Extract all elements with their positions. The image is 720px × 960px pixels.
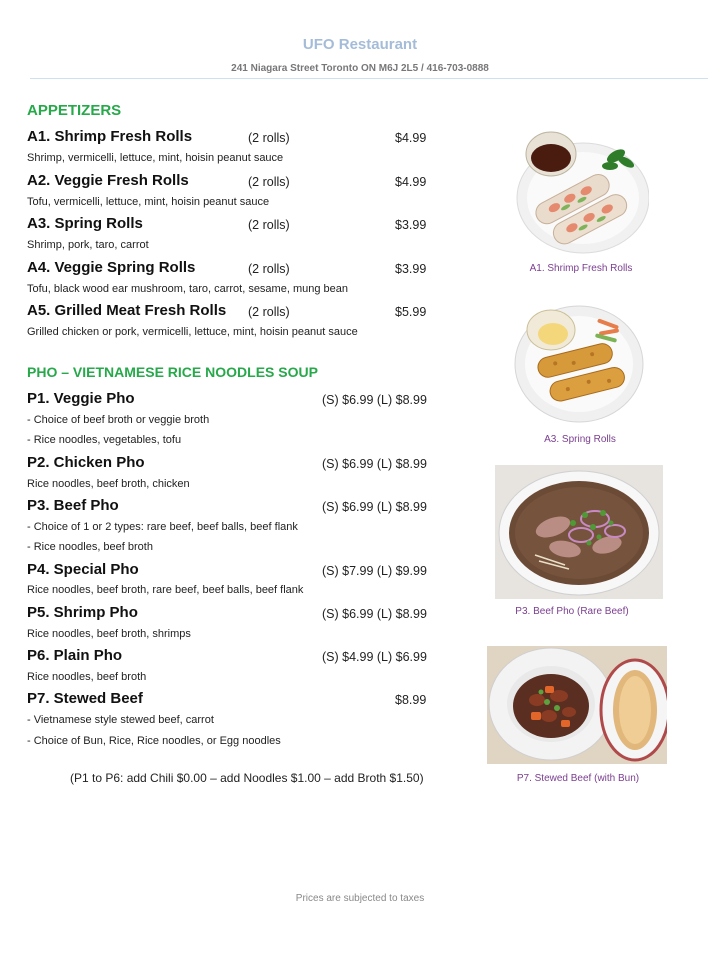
- menu-item-description: Rice noodles, beef broth: [27, 671, 147, 683]
- menu-item-name: P7. Stewed Beef: [27, 690, 143, 707]
- menu-item-description: Rice noodles, beef broth, chicken: [27, 478, 190, 490]
- stewed-beef-photo: [487, 646, 667, 764]
- menu-item-description: - Rice noodles, vegetables, tofu: [27, 434, 182, 446]
- tax-notice: Prices are subjected to taxes: [295, 893, 425, 904]
- beef-pho-photo: [495, 465, 663, 599]
- menu-item-name: P6. Plain Pho: [27, 647, 123, 664]
- menu-item-price: $4.99: [395, 131, 427, 145]
- spring-rolls-photo: [513, 298, 645, 426]
- menu-item-description: Shrimp, pork, taro, carrot: [27, 239, 149, 251]
- menu-item-description: - Vietnamese style stewed beef, carrot: [27, 714, 214, 726]
- menu-item-price: $5.99: [395, 305, 427, 319]
- menu-item-name: A1. Shrimp Fresh Rolls: [27, 128, 193, 145]
- menu-item-description: Rice noodles, beef broth, rare beef, beef balls, beef flank: [27, 584, 304, 596]
- appetizers-heading: APPETIZERS: [27, 102, 122, 119]
- shrimp-fresh-rolls-photo: [513, 126, 649, 256]
- menu-item-price: $3.99: [395, 218, 427, 232]
- menu-item-qty: (2 rolls): [248, 131, 290, 145]
- menu-item-price: $8.99: [395, 693, 427, 707]
- pho-addons-note: (P1 to P6: add Chili $0.00 – add Noodles $1.00 – add Broth $1.50): [70, 771, 424, 785]
- menu-item-price: $4.99: [395, 175, 427, 189]
- menu-item-qty: (2 rolls): [248, 305, 290, 319]
- menu-item-name: P1. Veggie Pho: [27, 390, 135, 407]
- menu-item-description: Tofu, vermicelli, lettuce, mint, hoisin peanut sauce: [27, 196, 270, 208]
- photo-caption: A3. Spring Rolls: [544, 434, 616, 445]
- menu-item-price: (S) $6.99 (L) $8.99: [322, 607, 427, 621]
- photo-caption: A1. Shrimp Fresh Rolls: [529, 263, 633, 274]
- menu-item-name: P4. Special Pho: [27, 561, 139, 578]
- header-divider: [30, 78, 708, 79]
- menu-item-qty: (2 rolls): [248, 175, 290, 189]
- photo-caption: P3. Beef Pho (Rare Beef): [515, 606, 629, 617]
- menu-item-qty: (2 rolls): [248, 218, 290, 232]
- menu-item-description: - Rice noodles, beef broth: [27, 541, 153, 553]
- menu-item-name: P3. Beef Pho: [27, 497, 119, 514]
- restaurant-address: 241 Niagara Street Toronto ON M6J 2L5 / 416-703-0888: [231, 63, 489, 74]
- menu-item-name: P5. Shrimp Pho: [27, 604, 138, 621]
- menu-item-name: A4. Veggie Spring Rolls: [27, 259, 196, 276]
- menu-item-description: Shrimp, vermicelli, lettuce, mint, hoisin peanut sauce: [27, 152, 284, 164]
- photo-caption: P7. Stewed Beef (with Bun): [516, 773, 640, 784]
- menu-item-price: $3.99: [395, 262, 427, 276]
- menu-item-price: (S) $6.99 (L) $8.99: [322, 500, 427, 514]
- menu-item-price: (S) $6.99 (L) $8.99: [322, 393, 427, 407]
- menu-item-price: (S) $4.99 (L) $6.99: [322, 650, 427, 664]
- menu-item-name: A5. Grilled Meat Fresh Rolls: [27, 302, 227, 319]
- menu-item-price: (S) $6.99 (L) $8.99: [322, 457, 427, 471]
- menu-item-name: P2. Chicken Pho: [27, 454, 145, 471]
- menu-item-name: A2. Veggie Fresh Rolls: [27, 172, 189, 189]
- menu-item-qty: (2 rolls): [248, 262, 290, 276]
- menu-item-price: (S) $7.99 (L) $9.99: [322, 564, 427, 578]
- menu-item-description: - Choice of beef broth or veggie broth: [27, 414, 210, 426]
- menu-item-description: - Choice of Bun, Rice, Rice noodles, or Egg noodles: [27, 735, 281, 747]
- pho-heading: PHO – VIETNAMESE RICE NOODLES SOUP: [27, 364, 318, 380]
- menu-item-description: Rice noodles, beef broth, shrimps: [27, 628, 191, 640]
- menu-item-description: Grilled chicken or pork, vermicelli, lettuce, mint, hoisin peanut sauce: [27, 326, 358, 338]
- menu-item-name: A3. Spring Rolls: [27, 215, 143, 232]
- menu-item-description: Tofu, black wood ear mushroom, taro, carrot, sesame, mung bean: [27, 283, 348, 295]
- restaurant-title: UFO Restaurant: [302, 36, 418, 53]
- menu-item-description: - Choice of 1 or 2 types: rare beef, beef balls, beef flank: [27, 521, 298, 533]
